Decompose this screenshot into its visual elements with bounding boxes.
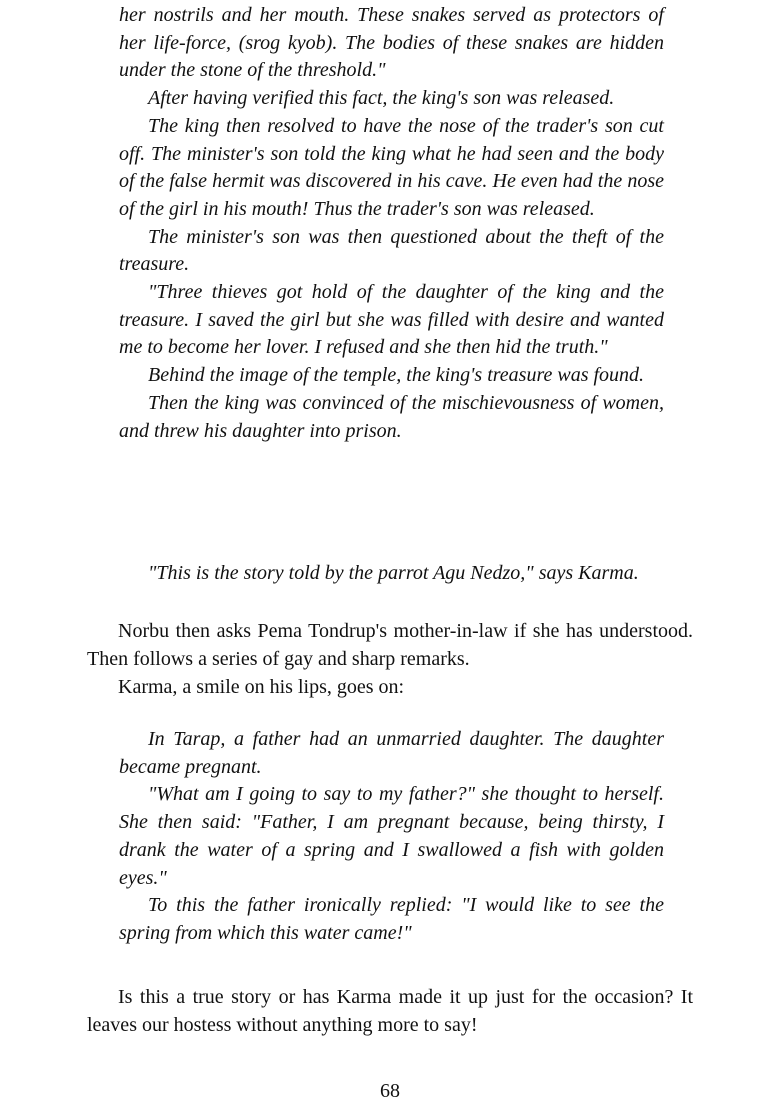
paragraph: her nostrils and her mouth. These snakes served as protectors of her life-force, (srog kyob). The bodies of these snakes are hidden under the stone of the threshold.": [119, 4, 664, 82]
paragraph: In Tarap, a father had an unmarried daughter. The daughter became pregnant.: [119, 728, 664, 778]
paragraph: The minister's son was then questioned about the theft of the treasure.: [119, 225, 664, 276]
page-number: 68: [380, 1080, 400, 1102]
narrative-block: [87, 617, 693, 701]
paragraph: Is this a true story or has Karma made it up just for the occasion? It leaves our hostess without anything more to say!: [87, 986, 693, 1036]
closing-narrative: [87, 983, 693, 1039]
paragraph: "What am I going to say to my father?" she thought to herself. She then said: "Father, I am pregnant because, being thirsty, I drank the water of a spring and I swallowed a fish with golden eyes.": [119, 783, 664, 889]
paragraph: Then the king was convinced of the mischievousness of women, and threw his daughter into prison.: [119, 391, 664, 442]
paragraph: "This is the story told by the parrot Agu Nedzo," says Karma.: [148, 562, 639, 584]
paragraph: Norbu then asks Pema Tondrup's mother-in-law if she has understood. Then follows a series of gay and sharp remarks.: [87, 620, 693, 670]
story-closing-quote: [119, 560, 664, 588]
paragraph: Behind the image of the temple, the king's treasure was found.: [148, 364, 645, 387]
paragraph: "Three thieves got hold of the daughter of the king and the treasure. I saved the girl but she was filled with desire and wanted me to become her lover. I refused and she then hid the truth.": [119, 281, 664, 359]
paragraph: After having verified this fact, the king's son was released.: [148, 87, 615, 110]
paragraph: The king then resolved to have the nose of the trader's son cut off. The minister's son told the king what he had seen and the body of the false hermit was discovered in his cave. He even had the nose of the girl in his mouth! Thus the trader's son was released.: [119, 114, 664, 220]
paragraph: Karma, a smile on his lips, goes on:: [118, 676, 405, 698]
story-block-parrot-tale: [119, 2, 664, 445]
paragraph: To this the father ironically replied: "I would like to see the spring from which this water came!": [119, 894, 664, 944]
story-block-tarap: [119, 726, 664, 948]
